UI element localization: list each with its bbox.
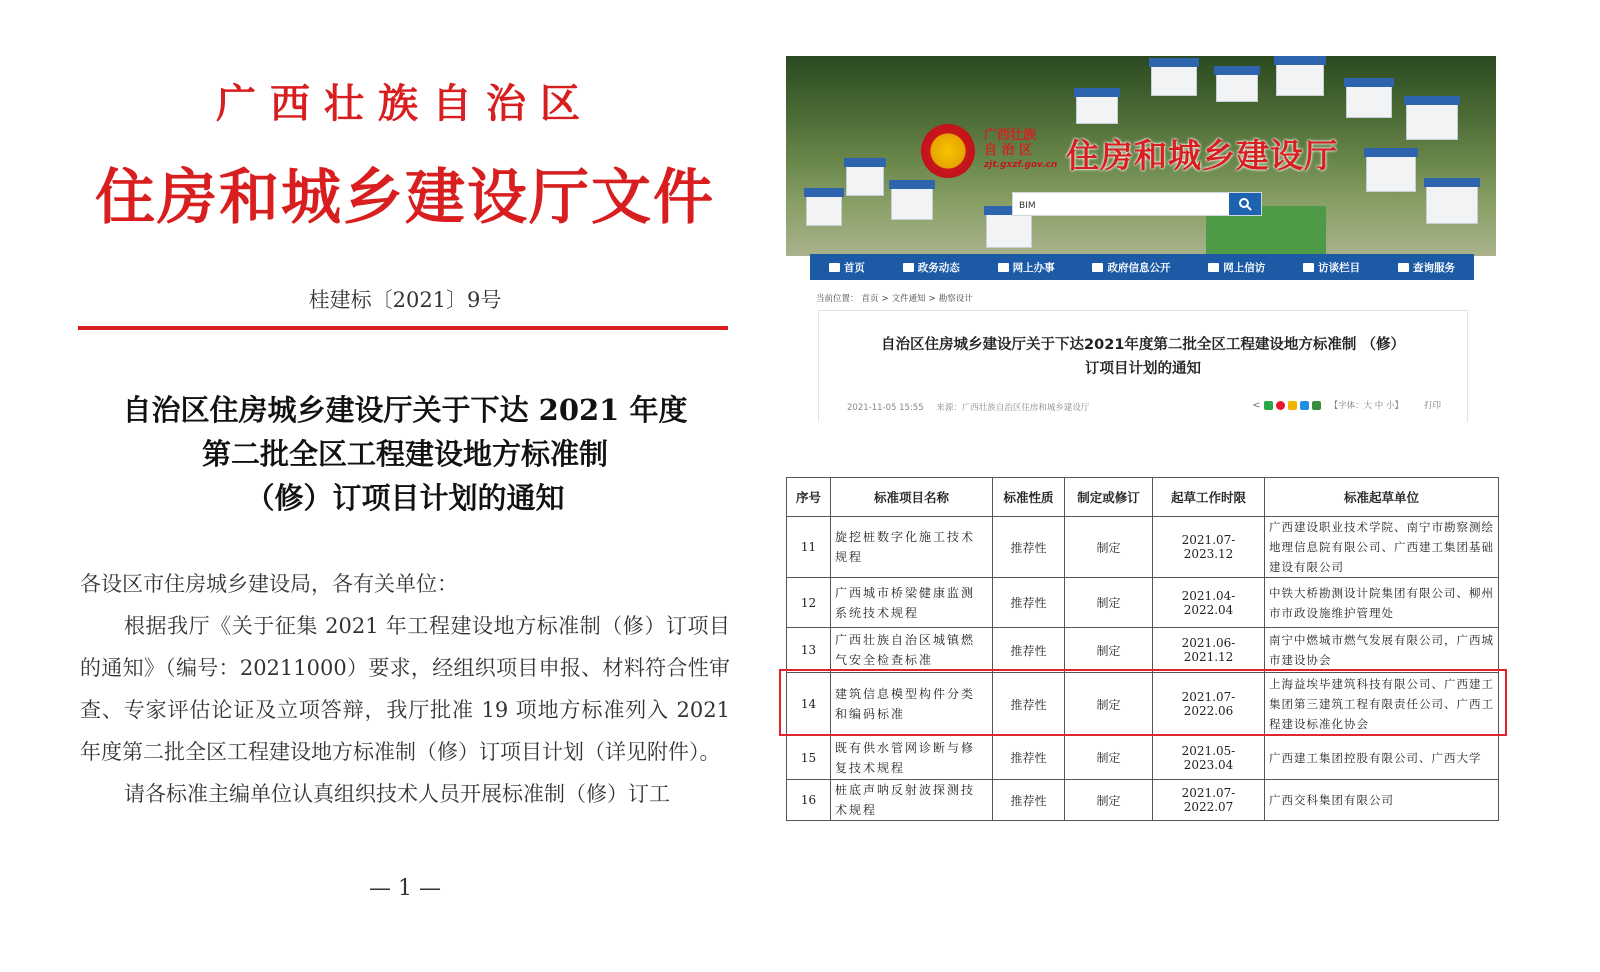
breadcrumb-link[interactable]: 首页 [861, 294, 879, 304]
national-emblem-icon [921, 124, 975, 178]
qzone-icon[interactable] [1288, 401, 1297, 410]
main-nav [810, 254, 1474, 280]
breadcrumb-link[interactable]: 文件通知 [891, 294, 926, 304]
search-button[interactable] [1229, 193, 1261, 215]
official-document [0, 0, 770, 972]
folder-icon [1092, 263, 1103, 272]
table-row: 16 桩底声呐反射波探测技术规程 推荐性 制定 2021.07-2022.07 广西交科集团有限公司 [787, 780, 1499, 821]
breadcrumb: 当前位置： 首页 > 文件通知 > 勘察设计 [816, 294, 973, 304]
font-size-control[interactable]: 【字体：大 中 小】 [1329, 401, 1403, 411]
site-title-logo[interactable]: 住房和城乡建设厅 [1066, 136, 1338, 175]
article-meta [847, 401, 1099, 413]
qq-icon[interactable] [1300, 401, 1309, 410]
table-row: 11 旋挖桩数字化施工技术规程 推荐性 制定 2021.07-2023.12 广西建设职业技术学院、南宁市勘察测绘地理信息院有限公司、广西建工集团基础建设有限公司 [787, 517, 1499, 578]
column-header: 标准起草单位 [1265, 478, 1499, 517]
nav-interviews[interactable]: 访谈栏目 [1303, 260, 1360, 275]
share-icon[interactable]: < [1252, 399, 1261, 411]
article-panel [818, 310, 1468, 422]
search-icon [1238, 197, 1252, 211]
monitor-icon [1208, 263, 1219, 272]
nav-home[interactable]: 首页 [829, 260, 865, 275]
breadcrumb-link[interactable]: 勘察设计 [938, 294, 973, 304]
nav-query[interactable]: 查询服务 [1398, 260, 1455, 275]
document-title-line: （修）订项目计划的通知 [245, 481, 565, 515]
article-tools [1252, 399, 1441, 411]
article-title: 自治区住房城乡建设厅关于下达2021年度第二批全区工程建设地方标准制 （修） 订项目计划的通知 [881, 337, 1405, 377]
article-date: 2021-11-05 15:55 [847, 403, 924, 413]
weibo-icon[interactable] [1276, 401, 1285, 410]
document-paragraph: 根据我厅《关于征集 2021 年工程建设地方标准制（修）订项目的通知》（编号：20211000）要求，经组织项目申报、材料符合性审查、专家评估论证及立项答辩，我厅批准 19 项地方标准列入 2021 年度第二批全区工程建设地方标准制（修）订项目计划（详见附件）。 [80, 614, 730, 764]
site-url: zjt.gxzf.gov.cn [984, 160, 1058, 170]
nav-info-disclosure[interactable]: 政府信息公开 [1092, 260, 1170, 275]
table-row: 15 既有供水管网诊断与修复技术规程 推荐性 制定 2021.05-2023.04 广西建工集团控股有限公司、广西大学 [787, 736, 1499, 780]
folder-icon [1398, 263, 1409, 272]
red-divider [78, 326, 728, 330]
standards-table [786, 477, 1499, 821]
document-paragraph: 请各标准主编单位认真组织技术人员开展标准制（修）订工 [124, 782, 670, 806]
column-header: 标准性质 [993, 478, 1065, 517]
document-title [80, 388, 730, 520]
article-source: 来源：广西壮族自治区住房和城乡建设厅 [936, 403, 1090, 413]
folder-icon [903, 263, 914, 272]
table-header-row [787, 478, 1499, 517]
document-salutation: 各设区市住房城乡建设局，各有关单位： [80, 572, 458, 596]
table-row-highlighted: 14 建筑信息模型构件分类和编码标准 推荐性 制定 2021.07-2022.06 上海益埃毕建筑科技有限公司、广西建工集团第三建筑工程有限责任公司、广西工程建设标准化协会 [787, 673, 1499, 736]
nav-news[interactable]: 政务动态 [903, 260, 960, 275]
column-header: 制定或修订 [1065, 478, 1153, 517]
folder-icon [1303, 263, 1314, 272]
wechat-icon[interactable] [1264, 401, 1273, 410]
document-body [80, 563, 730, 815]
douban-icon[interactable] [1312, 401, 1321, 410]
highlight-box [779, 669, 1507, 736]
column-header: 序号 [787, 478, 831, 517]
column-header: 标准项目名称 [831, 478, 993, 517]
document-issuer-title: 住房和城乡建设厅文件 [95, 163, 715, 233]
table-row: 12 广西城市桥梁健康监测系统技术规程 推荐性 制定 2021.04-2022.04 中铁大桥勘测设计院集团有限公司、柳州市市政设施维护管理处 [787, 578, 1499, 628]
site-search [1012, 192, 1262, 216]
table-row: 13 广西壮族自治区城镇燃气安全检查标准 推荐性 制定 2021.06-2021.12 南宁中燃城市燃气发展有限公司，广西城市建设协会 [787, 628, 1499, 673]
column-header: 起草工作时限 [1153, 478, 1265, 517]
print-link[interactable]: 打印 [1423, 401, 1441, 411]
document-number: 桂建标〔2021〕9号 [308, 288, 502, 312]
document-issuer-region: 广西壮族自治区 [216, 80, 594, 127]
document-title-line: 第二批全区工程建设地方标准制 [201, 437, 608, 471]
search-input[interactable] [1013, 196, 1219, 216]
site-logo-text[interactable]: 广西壮族 自 治 区 zjt.gxzf.gov.cn [984, 128, 1060, 173]
monitor-icon [998, 263, 1009, 272]
page-number: — 1 — [369, 876, 441, 901]
nav-online-service[interactable]: 网上办事 [998, 260, 1055, 275]
nav-petition[interactable]: 网上信访 [1208, 260, 1265, 275]
article-area [810, 280, 1474, 422]
website-screenshot [786, 56, 1496, 422]
home-icon [829, 263, 840, 272]
document-title-line: 自治区住房城乡建设厅关于下达 2021 年度 [122, 393, 688, 427]
